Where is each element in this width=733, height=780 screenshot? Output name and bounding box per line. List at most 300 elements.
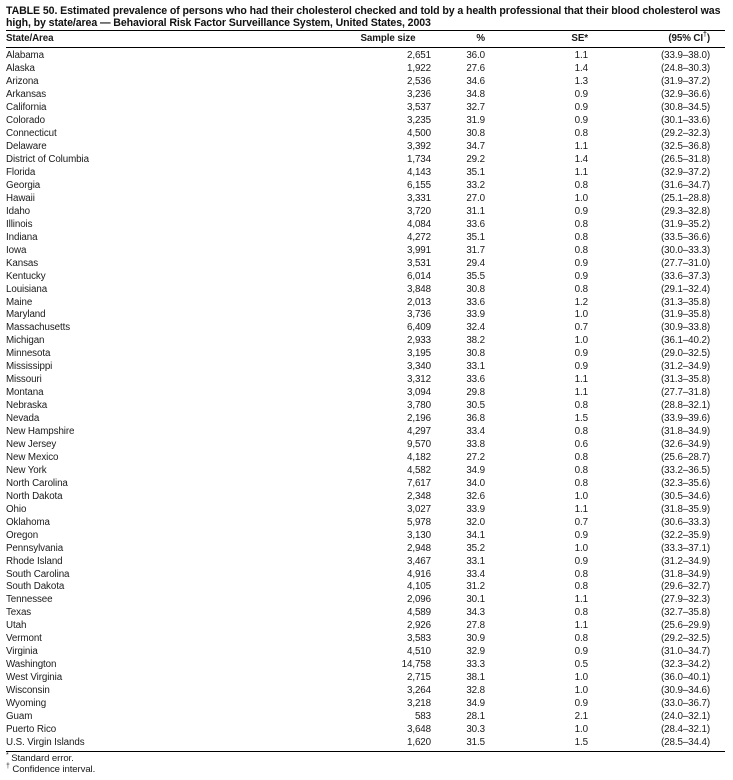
cell-ci: (33.9–38.0) <box>660 50 710 62</box>
cell-se: 1.2 <box>574 296 588 308</box>
cell-se: 1.3 <box>574 76 588 88</box>
table-row <box>6 271 725 284</box>
cell-state: New Mexico <box>6 451 59 463</box>
cell-percent: 33.2 <box>466 179 485 191</box>
cell-sample-size: 4,143 <box>406 166 431 178</box>
cell-percent: 32.0 <box>466 516 485 528</box>
cell-se: 0.8 <box>574 607 588 619</box>
cell-sample-size: 14,758 <box>401 659 431 671</box>
cell-ci: (31.2–34.9) <box>660 555 710 567</box>
cell-se: 1.1 <box>574 166 588 178</box>
cell-sample-size: 2,651 <box>406 50 431 62</box>
cell-sample-size: 3,094 <box>406 387 431 399</box>
cell-state: Indiana <box>6 231 38 243</box>
cell-se: 1.1 <box>574 387 588 399</box>
cell-se: 1.4 <box>574 154 588 166</box>
cell-sample-size: 3,331 <box>406 192 431 204</box>
cell-sample-size: 4,084 <box>406 218 431 230</box>
cell-percent: 30.5 <box>466 400 485 412</box>
cell-ci: (30.5–34.6) <box>660 490 710 502</box>
cell-sample-size: 2,948 <box>406 542 431 554</box>
table-row <box>6 141 725 154</box>
cell-se: 1.4 <box>574 63 588 75</box>
cell-percent: 30.3 <box>466 723 485 735</box>
table-row <box>6 128 725 141</box>
cell-sample-size: 3,264 <box>406 685 431 697</box>
column-header: (95% CI†) <box>594 31 725 48</box>
cell-ci: (25.6–28.7) <box>660 451 710 463</box>
cell-state: Ohio <box>6 503 27 515</box>
cell-ci: (36.0–40.1) <box>660 672 710 684</box>
cell-se: 0.8 <box>574 568 588 580</box>
cell-sample-size: 7,617 <box>406 477 431 489</box>
cell-state: Mississippi <box>6 361 53 373</box>
cell-se: 1.1 <box>574 503 588 515</box>
cell-se: 0.8 <box>574 426 588 438</box>
cell-percent: 34.9 <box>466 698 485 710</box>
cell-ci: (31.8–34.9) <box>660 568 710 580</box>
footnote: † Confidence interval. <box>6 762 96 776</box>
cell-state: Alabama <box>6 50 44 62</box>
cell-percent: 33.6 <box>466 296 485 308</box>
cell-se: 0.8 <box>574 464 588 476</box>
cell-state: Alaska <box>6 63 35 75</box>
table-row <box>6 219 725 232</box>
cell-percent: 33.9 <box>466 309 485 321</box>
cell-ci: (25.6–29.9) <box>660 620 710 632</box>
cell-sample-size: 2,715 <box>406 672 431 684</box>
table-row <box>6 309 725 322</box>
cell-sample-size: 2,096 <box>406 594 431 606</box>
cell-sample-size: 3,195 <box>406 348 431 360</box>
cell-se: 0.9 <box>574 529 588 541</box>
cell-ci: (27.7–31.8) <box>660 387 710 399</box>
cell-ci: (26.5–31.8) <box>660 154 710 166</box>
column-header: SE* <box>491 31 594 48</box>
cell-state: Vermont <box>6 633 42 645</box>
cell-sample-size: 3,236 <box>406 89 431 101</box>
cell-percent: 30.9 <box>466 633 485 645</box>
table-row <box>6 348 725 361</box>
cell-se: 1.5 <box>491 737 594 751</box>
cell-percent: 34.9 <box>466 464 485 476</box>
cell-state: Florida <box>6 166 36 178</box>
cell-sample-size: 3,130 <box>406 529 431 541</box>
cell-percent: 34.0 <box>466 477 485 489</box>
cell-percent: 30.1 <box>466 594 485 606</box>
cell-percent: 29.8 <box>466 387 485 399</box>
table-row <box>6 154 725 167</box>
cell-percent: 32.8 <box>466 685 485 697</box>
cell-state: Kentucky <box>6 270 46 282</box>
cell-ci: (28.8–32.1) <box>660 400 710 412</box>
footnote: * Standard error. <box>6 751 74 764</box>
cell-percent: 34.3 <box>466 607 485 619</box>
cell-ci: (29.3–32.8) <box>660 205 710 217</box>
cell-state: Utah <box>6 620 27 632</box>
cell-state: Virginia <box>6 646 38 658</box>
cell-ci: (29.6–32.7) <box>660 581 710 593</box>
cell-state: Georgia <box>6 179 41 191</box>
cell-percent: 33.6 <box>466 218 485 230</box>
cell-ci: (24.8–30.3) <box>660 63 710 75</box>
table-row <box>6 452 725 465</box>
cell-state: South Carolina <box>6 568 70 580</box>
cell-state: Nevada <box>6 413 40 425</box>
table-row <box>6 335 725 348</box>
cell-se: 0.8 <box>574 283 588 295</box>
cell-state: Oklahoma <box>6 516 50 528</box>
table-row <box>6 193 725 206</box>
cell-state: Guam <box>6 711 33 723</box>
cell-percent: 32.4 <box>466 322 485 334</box>
cell-ci: (31.8–35.9) <box>660 503 710 515</box>
table-row <box>6 711 725 724</box>
cell-percent: 34.6 <box>466 76 485 88</box>
cell-sample-size: 3,235 <box>406 115 431 127</box>
table-row <box>6 672 725 685</box>
column-header: State/Area <box>6 31 344 48</box>
cell-state: Montana <box>6 387 44 399</box>
cell-ci: (29.1–32.4) <box>660 283 710 295</box>
cell-sample-size: 1,922 <box>406 63 431 75</box>
cell-state: Wisconsin <box>6 685 50 697</box>
cell-percent: 32.9 <box>466 646 485 658</box>
table-row <box>6 76 725 89</box>
cell-state: Louisiana <box>6 283 48 295</box>
cell-se: 1.0 <box>574 685 588 697</box>
cell-ci: (30.0–33.3) <box>660 244 710 256</box>
cell-state: Maryland <box>6 309 46 321</box>
cell-state: Missouri <box>6 374 42 386</box>
cell-state: Rhode Island <box>6 555 63 567</box>
table-row <box>6 698 725 711</box>
cell-ci: (31.2–34.9) <box>660 361 710 373</box>
cell-state: Nebraska <box>6 400 48 412</box>
cell-ci: (31.6–34.7) <box>660 179 710 191</box>
cell-ci: (31.9–35.8) <box>660 309 710 321</box>
cell-sample-size: 4,589 <box>406 607 431 619</box>
cell-ci: (29.2–32.3) <box>660 128 710 140</box>
cell-sample-size: 4,582 <box>406 464 431 476</box>
cell-state: Colorado <box>6 115 45 127</box>
cell-se: 1.0 <box>574 309 588 321</box>
cell-percent: 33.9 <box>466 503 485 515</box>
cell-sample-size: 3,312 <box>406 374 431 386</box>
cell-sample-size: 2,013 <box>406 296 431 308</box>
table-row <box>6 659 725 672</box>
table-row <box>6 530 725 543</box>
column-header: Sample size <box>344 31 436 48</box>
cell-se: 0.9 <box>574 348 588 360</box>
cell-sample-size: 583 <box>414 711 431 723</box>
table-row <box>6 504 725 517</box>
table-row <box>6 556 725 569</box>
table-row <box>6 284 725 297</box>
cell-sample-size: 2,926 <box>406 620 431 632</box>
cell-state: Wyoming <box>6 698 47 710</box>
cell-percent: 27.0 <box>466 192 485 204</box>
cell-state: Minnesota <box>6 348 51 360</box>
table-row <box>6 206 725 219</box>
table-row <box>6 322 725 335</box>
table-row <box>6 633 725 646</box>
cell-percent: 28.1 <box>466 711 485 723</box>
cell-se: 1.1 <box>574 141 588 153</box>
cell-state: Hawaii <box>6 192 35 204</box>
cell-sample-size: 4,297 <box>406 426 431 438</box>
table-row <box>6 89 725 102</box>
cell-percent: 31.1 <box>466 205 485 217</box>
cell-state: New York <box>6 464 47 476</box>
cell-se: 1.5 <box>574 413 588 425</box>
cell-sample-size: 3,736 <box>406 309 431 321</box>
cell-percent: 36.8 <box>466 413 485 425</box>
cell-percent: 30.8 <box>466 128 485 140</box>
table-row <box>6 102 725 115</box>
table-row <box>6 478 725 491</box>
cell-percent: 33.3 <box>466 659 485 671</box>
cell-ci: (32.2–35.9) <box>660 529 710 541</box>
cell-se: 0.8 <box>574 179 588 191</box>
cell-ci: (30.9–34.6) <box>660 685 710 697</box>
cell-se: 0.9 <box>574 270 588 282</box>
table-row <box>6 737 725 751</box>
cell-percent: 30.8 <box>466 283 485 295</box>
cell-ci: (32.5–36.8) <box>660 141 710 153</box>
cell-ci: (33.5–36.6) <box>660 231 710 243</box>
cell-percent: 38.1 <box>466 672 485 684</box>
cell-ci: (29.0–32.5) <box>660 348 710 360</box>
cell-state: Arkansas <box>6 89 47 101</box>
cell-state: Massachusetts <box>6 322 71 334</box>
cell-se: 0.8 <box>574 244 588 256</box>
cell-percent: 33.1 <box>466 361 485 373</box>
footnotes <box>6 753 725 775</box>
cell-sample-size: 1,620 <box>344 737 436 751</box>
table-header-row <box>6 31 725 48</box>
cell-ci: (28.5–34.4) <box>594 737 725 751</box>
cell-sample-size: 4,916 <box>406 568 431 580</box>
table-row <box>6 594 725 607</box>
cell-ci: (31.8–34.9) <box>660 426 710 438</box>
cell-percent: 34.1 <box>466 529 485 541</box>
cell-se: 1.1 <box>574 594 588 606</box>
cell-state: Maine <box>6 296 33 308</box>
cell-ci: (31.0–34.7) <box>660 646 710 658</box>
cell-ci: (31.9–35.2) <box>660 218 710 230</box>
cell-state: North Dakota <box>6 490 63 502</box>
cell-state: Iowa <box>6 244 27 256</box>
cell-ci: (33.6–37.3) <box>660 270 710 282</box>
cell-state: Puerto Rico <box>6 723 57 735</box>
cell-ci: (31.9–37.2) <box>660 76 710 88</box>
cell-ci: (24.0–32.1) <box>660 711 710 723</box>
cell-sample-size: 3,392 <box>406 141 431 153</box>
cell-se: 0.7 <box>574 516 588 528</box>
cell-sample-size: 9,570 <box>406 439 431 450</box>
cell-se: 1.0 <box>574 192 588 204</box>
table-row <box>6 724 725 737</box>
cell-se: 0.9 <box>574 361 588 373</box>
cell-sample-size: 3,537 <box>406 102 431 114</box>
cell-sample-size: 3,531 <box>406 257 431 269</box>
cell-sample-size: 3,648 <box>406 723 431 735</box>
prevalence-table <box>6 30 725 751</box>
table-row <box>6 543 725 556</box>
cell-se: 1.1 <box>574 50 588 62</box>
cell-percent: 33.4 <box>466 568 485 580</box>
cell-state: North Carolina <box>6 477 68 489</box>
table-row <box>6 361 725 374</box>
table-row <box>6 400 725 413</box>
cell-ci: (33.2–36.5) <box>660 464 710 476</box>
cell-se: 0.5 <box>574 659 588 671</box>
cell-sample-size: 6,014 <box>406 270 431 282</box>
cell-sample-size: 3,991 <box>406 244 431 256</box>
cell-se: 0.9 <box>574 115 588 127</box>
table-row <box>6 63 725 76</box>
cell-percent: 31.7 <box>466 244 485 256</box>
cell-se: 1.0 <box>574 723 588 735</box>
cell-state: Oregon <box>6 529 39 541</box>
cell-sample-size: 3,780 <box>406 400 431 412</box>
cell-state: Illinois <box>6 218 33 230</box>
cell-state: Connecticut <box>6 128 57 140</box>
cell-state: New Jersey <box>6 439 57 450</box>
cell-ci: (30.9–33.8) <box>660 322 710 334</box>
cell-sample-size: 3,848 <box>406 283 431 295</box>
cell-sample-size: 3,467 <box>406 555 431 567</box>
cell-sample-size: 2,348 <box>406 490 431 502</box>
table-row <box>6 517 725 530</box>
cell-percent: 32.7 <box>466 102 485 114</box>
column-header: % <box>436 31 491 48</box>
cell-percent: 35.2 <box>466 542 485 554</box>
cell-percent: 32.6 <box>466 490 485 502</box>
cell-sample-size: 3,583 <box>406 633 431 645</box>
cell-ci: (27.9–32.3) <box>660 594 710 606</box>
cell-ci: (25.1–28.8) <box>660 192 710 204</box>
cell-ci: (36.1–40.2) <box>660 335 710 347</box>
cell-percent: 34.7 <box>466 141 485 153</box>
cell-se: 0.8 <box>574 581 588 593</box>
table-row <box>6 491 725 504</box>
cell-percent: 33.8 <box>466 439 485 450</box>
table-row <box>6 685 725 698</box>
cell-percent: 31.9 <box>466 115 485 127</box>
cell-se: 0.9 <box>574 102 588 114</box>
cell-se: 0.8 <box>574 128 588 140</box>
cell-se: 1.0 <box>574 672 588 684</box>
cell-state: Michigan <box>6 335 45 347</box>
cell-percent: 31.5 <box>436 737 491 751</box>
cell-sample-size: 3,720 <box>406 205 431 217</box>
table-row <box>6 465 725 478</box>
table-row <box>6 258 725 271</box>
table-row <box>6 297 725 310</box>
cell-percent: 33.6 <box>466 374 485 386</box>
cell-sample-size: 6,409 <box>406 322 431 334</box>
cell-ci: (30.1–33.6) <box>660 115 710 127</box>
cell-ci: (33.0–36.7) <box>660 698 710 710</box>
table-row <box>6 115 725 128</box>
cell-ci: (31.3–35.8) <box>660 296 710 308</box>
table-row <box>6 439 725 452</box>
cell-sample-size: 6,155 <box>406 179 431 191</box>
cell-sample-size: 4,182 <box>406 451 431 463</box>
cell-percent: 29.2 <box>466 154 485 166</box>
cell-percent: 36.0 <box>466 50 485 62</box>
cell-state: West Virginia <box>6 672 63 684</box>
table-row <box>6 180 725 193</box>
cell-se: 0.9 <box>574 205 588 217</box>
cell-se: 0.7 <box>574 322 588 334</box>
table-row <box>6 646 725 659</box>
cell-se: 0.6 <box>574 439 588 450</box>
cell-percent: 27.2 <box>466 451 485 463</box>
cell-sample-size: 2,536 <box>406 76 431 88</box>
cell-state: Delaware <box>6 141 47 153</box>
cell-ci: (32.6–34.9) <box>660 439 710 450</box>
cell-se: 2.1 <box>574 711 588 723</box>
cell-state: U.S. Virgin Islands <box>6 737 344 751</box>
cell-state: Washington <box>6 659 57 671</box>
cell-sample-size: 1,734 <box>406 154 431 166</box>
table-row <box>6 413 725 426</box>
table-row <box>6 387 725 400</box>
cell-sample-size: 4,500 <box>406 128 431 140</box>
cell-se: 0.9 <box>574 698 588 710</box>
table-title: TABLE 50. Estimated prevalence of persons who had their cholesterol checked and told by a health professional that their blood cholesterol was high, by state/area — Behavioral Risk Factor Surveillance System, United States, 2003 <box>6 5 721 30</box>
cell-ci: (30.6–33.3) <box>660 516 710 528</box>
cell-ci: (33.9–39.6) <box>660 413 710 425</box>
cell-percent: 29.4 <box>466 257 485 269</box>
table-row <box>6 245 725 258</box>
cell-percent: 27.6 <box>466 63 485 75</box>
cell-state: District of Columbia <box>6 154 89 166</box>
cell-se: 0.8 <box>574 218 588 230</box>
cell-sample-size: 3,218 <box>406 698 431 710</box>
cell-percent: 31.2 <box>466 581 485 593</box>
cell-percent: 35.5 <box>466 270 485 282</box>
cell-percent: 30.8 <box>466 348 485 360</box>
cell-se: 1.0 <box>574 542 588 554</box>
cell-state: Texas <box>6 607 32 619</box>
cell-ci: (33.3–37.1) <box>660 542 710 554</box>
cell-percent: 35.1 <box>466 166 485 178</box>
cell-sample-size: 3,340 <box>406 361 431 373</box>
cell-se: 0.8 <box>574 400 588 412</box>
cell-percent: 38.2 <box>466 335 485 347</box>
cell-percent: 33.1 <box>466 555 485 567</box>
table-row <box>6 607 725 620</box>
cell-ci: (32.9–36.6) <box>660 89 710 101</box>
cell-se: 1.0 <box>574 490 588 502</box>
cell-se: 1.1 <box>574 374 588 386</box>
cell-sample-size: 4,272 <box>406 231 431 243</box>
cell-state: New Hampshire <box>6 426 75 438</box>
cell-se: 0.9 <box>574 646 588 658</box>
cell-se: 0.9 <box>574 555 588 567</box>
table-row <box>6 232 725 245</box>
cell-ci: (32.3–35.6) <box>660 477 710 489</box>
cell-percent: 35.1 <box>466 231 485 243</box>
table-row <box>6 620 725 633</box>
cell-ci: (32.3–34.2) <box>660 659 710 671</box>
cell-sample-size: 4,105 <box>406 581 431 593</box>
cell-sample-size: 2,933 <box>406 335 431 347</box>
